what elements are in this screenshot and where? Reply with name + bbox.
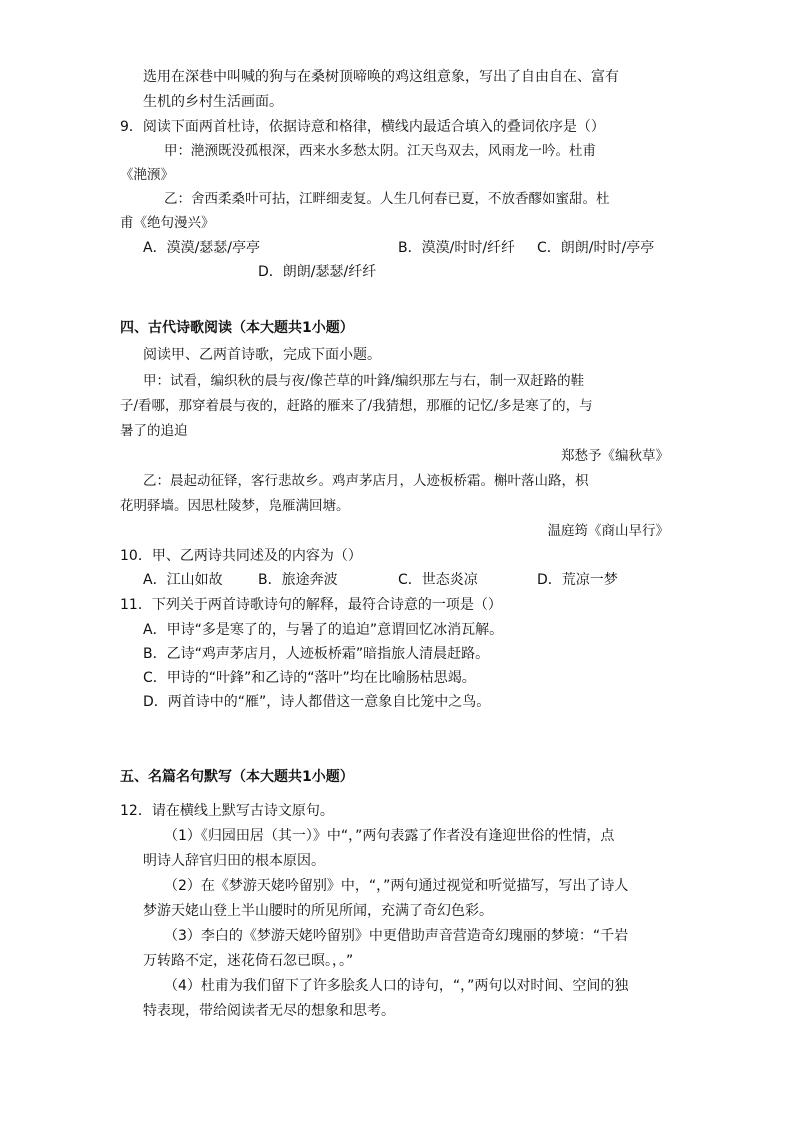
q12-stem: 12．请在横线上默写古诗文原句。	[120, 803, 334, 819]
q8-text-line-1: 选用在深巷中叫喊的狗与在桑树顶啼唤的鸡这组意象，写出了自由自在、富有	[143, 69, 619, 85]
q11-option-a: A．甲诗“多是寒了的，与暑了的追迫”意谓回忆冰消瓦解。	[143, 622, 504, 638]
poem-jia-source: 郑愁予《编秋草》	[561, 448, 669, 464]
q12-item-2-line-1: （2）在《梦游天姥吟留别》中，“，”两句通过视觉和听觉描写，写出了诗人	[164, 878, 629, 894]
q10-option-b: B．旅途奔波	[258, 572, 338, 588]
q10-option-a: A．江山如故	[143, 572, 223, 588]
q9-stem: 9．阅读下面两首杜诗，依据诗意和格律，横线内最适合填入的叠词依序是（）	[120, 119, 605, 135]
q9-option-c: C．朗朗/时时/亭亭	[537, 240, 655, 256]
q11-option-b: B．乙诗“鸡声茅店月，人迹板桥霜”暗指旅人清晨赶路。	[143, 646, 490, 662]
poem-jia-line-2: 子/看哪，那穿着晨与夜的，赶路的雁来了/我猜想，那雁的记忆/多是寒了的，与	[120, 398, 593, 414]
q12-item-2-line-2: 梦游天姥山登上半山腰时的所见所闻，充满了奇幻色彩。	[143, 903, 493, 919]
poem-jia-line-3: 暑了的追迫	[120, 423, 188, 439]
q12-item-4-line-1: （4）杜甫为我们留下了许多脍炙人口的诗句，“，”两句以对时间、空间的独	[164, 978, 629, 994]
q9-option-a: A．漠漠/瑟瑟/亭亭	[143, 240, 261, 256]
poem-yi-source: 温庭筠《商山早行》	[547, 523, 669, 539]
poem-yi-line-2: 花明驿墙。因思杜陵梦，凫雁满回塘。	[120, 498, 350, 514]
q12-item-3-line-2: 万转路不定，迷花倚石忽已暝。，。”	[143, 953, 354, 969]
section-4-heading: 四、古代诗歌阅读（本大题共1小题）	[120, 320, 354, 336]
q11-option-d: D．两首诗中的“雁”，诗人都借这一意象自比笼中之鸟。	[143, 694, 491, 710]
q9-option-b: B．漠漠/时时/纤纤	[398, 240, 516, 256]
q12-item-1-line-1: （1）《归园田居（其一）》中“，”两句表露了作者没有逢迎世俗的性情，点	[164, 828, 615, 844]
section-5-heading: 五、名篇名句默写（本大题共1小题）	[120, 769, 354, 785]
q12-item-1-line-2: 明诗人辞官归田的根本原因。	[143, 853, 325, 869]
poem-jia-line-1: 甲：试看，编织秋的晨与夜/像芒草的叶鋒/编织那左与右，制一双赶路的鞋	[143, 373, 585, 389]
q11-stem: 11．下列关于两首诗歌诗句的解释，最符合诗意的一项是（）	[120, 597, 502, 613]
q12-item-3-line-1: （3）李白的《梦游天姥吟留别》中更借助声音营造奇幻瑰丽的梦境：“千岩	[164, 928, 629, 944]
q10-option-d: D．荒凉一梦	[537, 572, 618, 588]
q10-option-c: C．世态炎凉	[398, 572, 478, 588]
q9-poem-a-line-2: 《滟滪》	[120, 167, 174, 183]
poem-yi-line-1: 乙：晨起动征铎，客行悲故乡。鸡声茅店月，人迹板桥霜。槲叶落山路，枳	[143, 473, 589, 489]
q9-poem-a-line-1: 甲：滟滪既没孤根深，西来水多愁太阴。江天鸟双去，风雨龙一吟。杜甫	[164, 143, 596, 159]
q8-text-line-2: 生机的乡村生活画面。	[143, 94, 283, 110]
q9-poem-b-line-1: 乙：舍西柔桑叶可拈，江畔细麦复。人生几何春已夏，不放香醪如蜜甜。杜	[164, 191, 610, 207]
q9-poem-b-line-2: 甫《绝句漫兴》	[120, 215, 215, 231]
q9-option-d: D．朗朗/瑟瑟/纤纤	[258, 264, 377, 280]
section-4-intro: 阅读甲、乙两首诗歌，完成下面小题。	[143, 347, 381, 363]
q10-stem: 10．甲、乙两诗共同述及的内容为（）	[120, 548, 362, 564]
q12-item-4-line-2: 特表现，带给阅读者无尽的想象和思考。	[143, 1003, 395, 1019]
q11-option-c: C．甲诗的“叶鋒”和乙诗的“落叶”均在比喻肠枯思竭。	[143, 670, 476, 686]
